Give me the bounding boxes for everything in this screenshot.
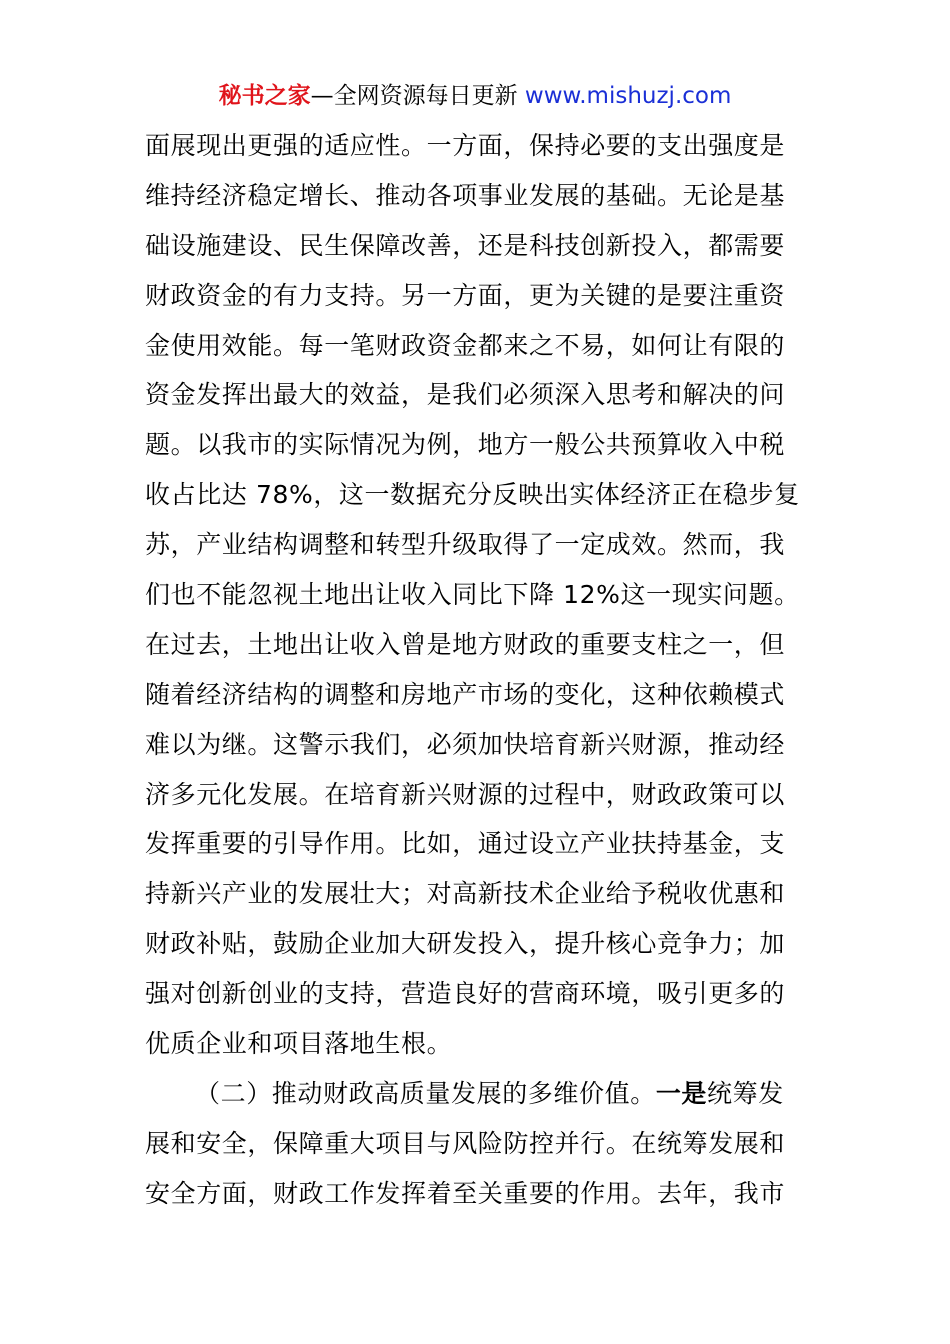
text-line: 随着经济结构的调整和房地产市场的变化，这种依赖模式 [145,679,786,709]
section-heading: （二）推动财政高质量发展的多维价值。 [195,1078,656,1108]
emphasis-first: 一是 [655,1078,708,1108]
text-line: 题。以我市的实际情况为例，地方一般公共预算收入中税 [145,430,786,460]
text-line: 发挥重要的引导作用。比如，通过设立产业扶持基金，支 [145,829,786,859]
text-line: 们也不能忽视土地出让收入同比下降 12%这一现实问题。 [145,580,800,610]
text-line: 础设施建设、民生保障改善，还是科技创新投入，都需要 [145,230,786,260]
text-line: 持新兴产业的发展壮大；对高新技术企业给予税收优惠和 [145,879,786,909]
site-tagline: —全网资源每日更新 [310,83,525,109]
text-line: 在过去，土地出让收入曾是地方财政的重要支柱之一，但 [145,629,786,659]
text-line: 金使用效能。每一笔财政资金都来之不易，如何让有限的 [145,330,786,360]
site-brand: 秘书之家 [218,83,311,109]
text-line: 济多元化发展。在培育新兴财源的过程中，财政政策可以 [145,779,786,809]
site-url-link[interactable]: www.mishuzj.com [524,83,732,109]
text-line: 收占比达 78%，这一数据充分反映出实体经济正在稳步复 [145,480,800,510]
text-line: 优质企业和项目落地生根。 [145,1029,453,1059]
text-line: 安全方面，财政工作发挥着至关重要的作用。去年，我市 [145,1178,786,1208]
text-line: 难以为继。这警示我们，必须加快培育新兴财源，推动经 [145,729,786,759]
text-line: 财政补贴，鼓励企业加大研发投入，提升核心竞争力；加 [145,929,786,959]
text-line: 展和安全，保障重大项目与风险防控并行。在统筹发展和 [145,1128,786,1158]
text-line: 面展现出更强的适应性。一方面，保持必要的支出强度是 [145,131,786,160]
document-body [145,121,810,1219]
text-line: 强对创新创业的支持，营造良好的营商环境，吸引更多的 [145,979,786,1009]
text-line: 苏，产业结构调整和转型升级取得了一定成效。然而，我 [145,530,786,560]
text-line: 财政资金的有力支持。另一方面，更为关键的是要注重资 [145,280,786,310]
text-line: 资金发挥出最大的效益，是我们必须深入思考和解决的问 [145,380,786,410]
site-header [0,80,950,112]
section-text: 统筹发 [707,1078,784,1108]
text-line: 维持经济稳定增长、推动各项事业发展的基础。无论是基 [145,180,786,210]
section-heading-line [145,1069,810,1119]
